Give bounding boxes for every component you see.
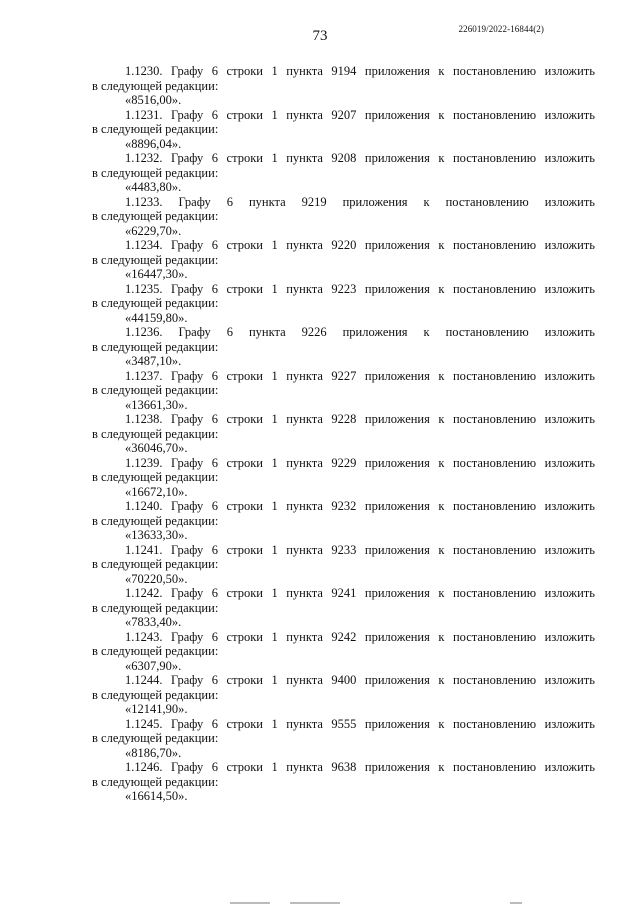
amendment-word: 1 [271, 64, 278, 78]
amendment-word: 6 [211, 412, 219, 426]
amendment-number: 1.1232. [125, 151, 163, 165]
amendment-word: приложения [364, 673, 430, 687]
amendment-word: 9242 [331, 629, 357, 644]
amendment-word: 1 [271, 629, 278, 644]
amendment-word: изложить [544, 194, 595, 209]
amendment-word: 9226 [301, 325, 327, 339]
amendment-word: Графу [171, 760, 204, 774]
amendment-continuation: в следующей редакции: [92, 78, 219, 93]
amendment-item [92, 369, 595, 413]
amendment-number: 1.1244. [125, 673, 163, 687]
amendment-word: Графу [171, 499, 204, 513]
amendment-word: приложения [364, 64, 430, 78]
amendment-first-line [92, 282, 595, 297]
amendment-word: Графу [171, 151, 204, 165]
amendment-number: 1.1233. [125, 194, 163, 209]
amendment-first-line [92, 673, 595, 688]
amendment-item [92, 543, 595, 587]
amendment-word: Графу [171, 64, 204, 78]
amendment-item [92, 499, 595, 543]
amendment-word: 1 [271, 281, 278, 296]
amendment-word: 9241 [331, 586, 357, 600]
amendment-word: 9555 [331, 716, 357, 731]
amendment-word: 9207 [331, 107, 357, 122]
amendment-word: приложения [364, 368, 430, 383]
amendment-word: 6 [211, 499, 219, 513]
amendment-word: Графу [171, 238, 204, 252]
amendment-value: «16672,10». [125, 484, 188, 499]
amendment-item [92, 238, 595, 282]
amendment-word: строки [226, 542, 263, 557]
amendment-word: постановлению [452, 542, 537, 557]
amendment-word: пункта [286, 760, 323, 774]
amendment-word: 1 [271, 107, 278, 122]
amendment-word: к [438, 760, 445, 774]
amendment-continuation: в следующей редакции: [92, 600, 219, 615]
amendment-word: пункта [286, 64, 323, 78]
amendment-word: изложить [544, 107, 595, 122]
amendment-word: 9194 [331, 64, 357, 78]
amendment-word: изложить [544, 238, 595, 252]
amendment-continuation: в следующей редакции: [92, 557, 219, 571]
amendment-continuation: в следующей редакции: [92, 644, 219, 658]
amendment-word: строки [226, 368, 263, 383]
amendment-first-line [92, 108, 595, 123]
amendment-word: 9208 [331, 151, 357, 165]
amendment-word: изложить [544, 586, 595, 600]
amendment-word: изложить [544, 64, 595, 78]
amendment-word: 6 [211, 760, 219, 774]
amendment-word: строки [226, 412, 263, 426]
amendment-value: «44159,80». [125, 310, 188, 325]
amendment-word: постановлению [452, 586, 537, 600]
amendment-word: к [438, 281, 445, 296]
amendment-first-line [92, 543, 595, 558]
amendment-word: 1 [271, 586, 278, 600]
amendment-word: изложить [544, 499, 595, 513]
amendment-word: постановлению [452, 281, 537, 296]
amendment-continuation: в следующей редакции: [92, 252, 219, 267]
amendment-number: 1.1236. [125, 325, 163, 339]
amendment-item [92, 456, 595, 500]
amendment-first-line [92, 412, 595, 427]
amendment-word: 1 [271, 716, 278, 731]
amendment-item [92, 282, 595, 326]
amendment-word: 9223 [331, 281, 357, 296]
amendment-word: 6 [211, 542, 219, 557]
amendment-word: 9229 [331, 455, 357, 470]
amendment-word: строки [226, 673, 263, 687]
amendment-word: приложения [364, 629, 430, 644]
amendment-word: строки [226, 151, 263, 165]
amendment-word: 1 [271, 368, 278, 383]
amendment-word: Графу [171, 368, 204, 383]
amendment-word: приложения [364, 716, 430, 731]
amendment-word: постановлению [445, 325, 529, 339]
amendment-word: изложить [544, 455, 595, 470]
amendment-number: 1.1243. [125, 629, 163, 644]
amendment-value: «13633,30». [125, 528, 188, 542]
amendment-number: 1.1239. [125, 455, 163, 470]
amendment-value: «6307,90». [125, 658, 182, 673]
amendment-word: 6 [211, 151, 219, 165]
amendment-word: к [438, 107, 445, 122]
amendment-word: Графу [171, 629, 204, 644]
amendment-continuation: в следующей редакции: [92, 165, 219, 180]
amendment-value: «8896,04». [125, 136, 182, 151]
amendment-word: 9219 [301, 194, 327, 209]
amendment-first-line [92, 325, 595, 340]
amendment-word: строки [226, 281, 263, 296]
amendment-word: приложения [342, 325, 408, 339]
amendment-word: постановлению [452, 368, 537, 383]
amendment-word: 6 [211, 586, 219, 600]
amendment-continuation: в следующей редакции: [92, 426, 219, 441]
amendment-item [92, 325, 595, 369]
amendment-item [92, 630, 595, 674]
amendment-value: «12141,90». [125, 702, 188, 716]
amendment-word: 9233 [331, 542, 357, 557]
amendment-word: 6 [211, 64, 219, 78]
amendment-first-line [92, 456, 595, 471]
amendment-word: строки [226, 107, 263, 122]
amendment-value: «16447,30». [125, 267, 188, 281]
amendment-word: к [438, 586, 445, 600]
amendment-item [92, 760, 595, 804]
amendment-value: «4483,80». [125, 180, 182, 194]
amendment-word: 6 [211, 673, 219, 687]
amendment-word: к [438, 455, 445, 470]
amendment-word: к [438, 412, 445, 426]
amendment-number: 1.1246. [125, 760, 163, 774]
amendment-word: 9228 [331, 412, 357, 426]
amendment-word: пункта [286, 716, 323, 731]
amendment-item [92, 586, 595, 630]
amendment-word: пункта [286, 542, 323, 557]
amendment-word: приложения [364, 455, 430, 470]
amendment-word: изложить [544, 325, 595, 339]
amendment-word: постановлению [452, 412, 537, 426]
amendment-word: постановлению [452, 107, 537, 122]
amendment-word: пункта [286, 281, 323, 296]
amendment-word: 9220 [331, 238, 357, 252]
amendment-word: постановлению [452, 238, 537, 252]
amendment-word: строки [226, 760, 263, 774]
amendment-word: 1 [271, 499, 278, 513]
amendment-first-line [92, 717, 595, 732]
amendment-continuation: в следующей редакции: [92, 296, 219, 310]
document-id: 226019/2022-16844(2) [458, 24, 544, 34]
amendment-word: постановлению [452, 629, 537, 644]
amendment-first-line [92, 630, 595, 645]
amendment-first-line [92, 195, 595, 210]
amendment-word: 9232 [331, 499, 357, 513]
amendment-word: к [438, 64, 445, 78]
amendment-first-line [92, 151, 595, 166]
amendment-word: изложить [544, 716, 595, 731]
amendment-word: строки [226, 499, 263, 513]
amendment-number: 1.1237. [125, 368, 163, 383]
amendment-word: Графу [171, 412, 204, 426]
amendment-word: пункта [286, 629, 323, 644]
amendment-word: Графу [171, 107, 204, 122]
amendment-word: Графу [171, 716, 204, 731]
amendment-word: 1 [271, 455, 278, 470]
amendment-word: изложить [544, 542, 595, 557]
amendment-word: 9400 [331, 673, 357, 687]
amendment-word: пункта [286, 151, 323, 165]
amendment-word: приложения [364, 281, 430, 296]
amendment-word: строки [226, 64, 263, 78]
amendment-word: постановлению [445, 194, 529, 209]
amendment-word: строки [226, 716, 263, 731]
amendment-value: «8186,70». [125, 745, 182, 760]
amendment-word: приложения [364, 499, 430, 513]
amendment-word: Графу [178, 325, 211, 339]
amendment-value: «70220,50». [125, 571, 188, 586]
amendment-word: 1 [271, 412, 278, 426]
amendment-number: 1.1242. [125, 586, 163, 600]
amendment-value: «3487,10». [125, 354, 182, 368]
amendment-word: 6 [211, 629, 219, 644]
amendment-item [92, 717, 595, 761]
amendment-continuation: в следующей редакции: [92, 383, 219, 397]
amendment-word: Графу [171, 455, 204, 470]
amendment-word: постановлению [452, 64, 537, 78]
amendment-word: 6 [226, 194, 233, 209]
amendment-word: 6 [211, 281, 219, 296]
amendments-list [92, 64, 595, 804]
amendment-word: 1 [271, 542, 278, 557]
amendment-word: Графу [171, 586, 204, 600]
amendment-item [92, 673, 595, 717]
amendment-word: Графу [171, 542, 204, 557]
amendment-word: 6 [226, 325, 233, 339]
amendment-word: пункта [286, 499, 323, 513]
amendment-number: 1.1234. [125, 238, 163, 252]
amendment-continuation: в следующей редакции: [92, 122, 219, 136]
amendment-number: 1.1240. [125, 499, 163, 513]
amendment-item [92, 151, 595, 195]
amendment-word: 1 [271, 760, 278, 774]
amendment-word: к [438, 673, 445, 687]
amendment-word: строки [226, 238, 263, 252]
amendment-first-line [92, 499, 595, 514]
amendment-word: 6 [211, 368, 219, 383]
amendment-word: пункта [286, 238, 323, 252]
amendment-continuation: в следующей редакции: [92, 513, 219, 528]
amendment-word: строки [226, 629, 263, 644]
amendment-word: 1 [271, 151, 278, 165]
amendment-word: 6 [211, 238, 219, 252]
amendment-word: пункта [286, 107, 323, 122]
amendment-word: пункта [248, 325, 286, 339]
amendment-word: пункта [286, 673, 323, 687]
amendment-word: приложения [364, 542, 430, 557]
amendment-number: 1.1238. [125, 412, 163, 426]
amendment-word: пункта [286, 586, 323, 600]
amendment-word: пункта [286, 455, 323, 470]
amendment-value: «6229,70». [125, 223, 182, 238]
amendment-word: приложения [342, 194, 408, 209]
amendment-word: приложения [364, 412, 430, 426]
amendment-word: к [438, 238, 445, 252]
amendment-word: к [438, 716, 445, 731]
amendment-number: 1.1235. [125, 281, 163, 296]
amendment-item [92, 64, 595, 108]
amendment-value: «7833,40». [125, 615, 182, 629]
amendment-item [92, 412, 595, 456]
amendment-value: «13661,30». [125, 397, 188, 412]
amendment-word: к [423, 194, 430, 209]
amendment-value: «36046,70». [125, 441, 188, 455]
amendment-word: постановлению [452, 760, 537, 774]
amendment-number: 1.1231. [125, 107, 163, 122]
amendment-word: 6 [211, 455, 219, 470]
amendment-continuation: в следующей редакции: [92, 731, 219, 745]
amendment-word: 9638 [331, 760, 357, 774]
amendment-item [92, 108, 595, 152]
amendment-word: 6 [211, 716, 219, 731]
amendment-word: пункта [248, 194, 286, 209]
amendment-word: пункта [286, 368, 323, 383]
amendment-word: приложения [364, 238, 430, 252]
scan-edge-artifact [0, 899, 640, 905]
amendment-word: к [438, 499, 445, 513]
amendment-word: постановлению [452, 455, 537, 470]
amendment-word: к [438, 629, 445, 644]
amendment-word: изложить [544, 151, 595, 165]
amendment-word: изложить [544, 368, 595, 383]
amendment-first-line [92, 64, 595, 79]
amendment-word: постановлению [452, 151, 537, 165]
amendment-word: постановлению [452, 716, 537, 731]
amendment-number: 1.1241. [125, 542, 163, 557]
amendment-word: изложить [544, 673, 595, 687]
amendment-number: 1.1245. [125, 716, 163, 731]
amendment-word: приложения [364, 760, 430, 774]
amendment-word: постановлению [452, 499, 537, 513]
amendment-number: 1.1230. [125, 64, 163, 78]
amendment-word: 1 [271, 238, 278, 252]
amendment-first-line [92, 369, 595, 384]
amendment-word: постановлению [452, 673, 537, 687]
amendment-word: строки [226, 586, 263, 600]
amendment-word: Графу [171, 281, 204, 296]
amendment-word: изложить [544, 412, 595, 426]
amendment-word: приложения [364, 586, 430, 600]
amendment-word: изложить [544, 629, 595, 644]
amendment-value: «16614,50». [125, 789, 188, 803]
amendment-continuation: в следующей редакции: [92, 774, 219, 789]
amendment-continuation: в следующей редакции: [92, 339, 219, 354]
amendment-word: Графу [171, 673, 204, 687]
amendment-word: приложения [364, 107, 430, 122]
amendment-continuation: в следующей редакции: [92, 687, 219, 702]
amendment-word: 9227 [331, 368, 357, 383]
amendment-first-line [92, 586, 595, 601]
amendment-word: 1 [271, 673, 278, 687]
amendment-word: 6 [211, 107, 219, 122]
amendment-word: изложить [544, 281, 595, 296]
amendment-word: приложения [364, 151, 430, 165]
amendment-word: строки [226, 455, 263, 470]
amendment-first-line [92, 760, 595, 775]
amendment-continuation: в следующей редакции: [92, 209, 219, 223]
amendment-word: изложить [544, 760, 595, 774]
page-number: 73 [312, 28, 328, 44]
amendment-word: пункта [286, 412, 323, 426]
amendment-item [92, 195, 595, 239]
amendment-first-line [92, 238, 595, 253]
amendment-word: к [438, 542, 445, 557]
amendment-word: Графу [178, 194, 211, 209]
amendment-word: к [423, 325, 430, 339]
amendment-continuation: в следующей редакции: [92, 470, 219, 484]
amendment-word: к [438, 151, 445, 165]
amendment-value: «8516,00». [125, 93, 182, 107]
amendment-word: к [438, 368, 445, 383]
